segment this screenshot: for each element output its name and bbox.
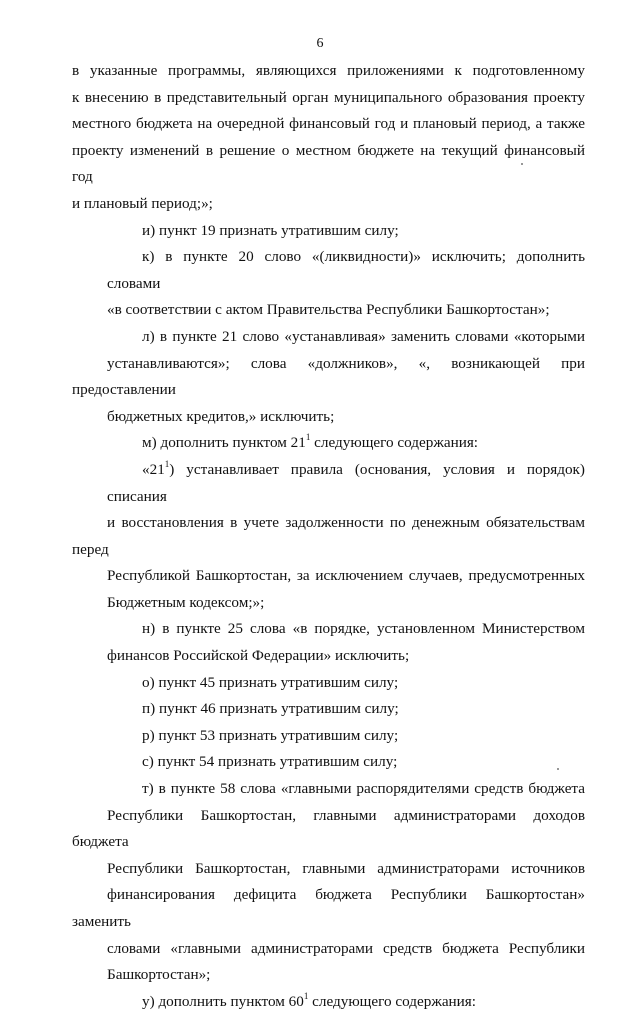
text-line: о) пункт 45 признать утратившим силу; [142, 673, 399, 691]
text-line: местного бюджета на очередной финансовый год и плановый период, а также [72, 115, 585, 133]
text-line: р) пункт 53 признать утратившим силу; [142, 726, 399, 744]
text-line: и плановый период;»; [72, 194, 213, 212]
text-line: Республикой Башкортостан, за исключением случаев, предусмотренных [107, 567, 585, 585]
text-line: и) пункт 19 признать утратившим силу; [142, 221, 399, 239]
scan-speck [557, 768, 559, 770]
paragraph-item-n [72, 616, 585, 669]
paragraph-item-p [72, 696, 585, 723]
paragraph-item-t [72, 776, 585, 989]
text-line: бюджетных кредитов,» исключить; [107, 407, 335, 425]
superscript: 1 [305, 432, 311, 443]
paragraph-item-m [72, 430, 585, 457]
text-line: с) пункт 54 признать утратившим силу; [142, 753, 398, 771]
page-number: 6 [316, 36, 324, 51]
text-fragment: следующего содержания: [308, 992, 477, 1010]
text-line: словами «главными администраторами средств бюджета Республики [107, 939, 585, 957]
text-line: и восстановления в учете задолженности по денежным обязательствам перед [72, 514, 585, 558]
text-line: Бюджетным кодексом;»; [107, 593, 265, 611]
superscript: 1 [164, 458, 170, 469]
paragraph-item-l [72, 324, 585, 430]
text-line [72, 430, 585, 457]
text-line: п) пункт 46 признать утратившим силу; [142, 700, 399, 718]
paragraph-intro [72, 58, 585, 218]
text-line: Республики Башкортостан, главными администраторами доходов бюджета [72, 806, 585, 851]
text-line: в указанные программы, являющихся приложениями к подготовленному [72, 62, 585, 79]
paragraph-item-r [72, 723, 585, 750]
text-line: проекту изменений в решение о местном бюджете на текущий финансовый год [72, 141, 585, 186]
text-line: к внесению в представительный орган муниципального образования проекту [72, 88, 585, 106]
text-line: к) в пункте 20 слово «(ликвидности)» исключить; дополнить словами [107, 248, 585, 292]
text-line: т) в пункте 58 слова «главными распорядителями средств бюджета [142, 780, 585, 798]
text-line: н) в пункте 25 слова «в порядке, установленном Министерством [142, 620, 585, 638]
paragraph-item-i [72, 218, 585, 245]
text-fragment: «21 [142, 460, 165, 478]
text-line: финансов Российской Федерации» исключить; [107, 647, 410, 665]
text-line [72, 457, 585, 510]
paragraph-item-s [72, 749, 585, 776]
paragraph-item-u [72, 989, 585, 1015]
paragraph-item-o [72, 670, 585, 697]
superscript: 1 [303, 990, 309, 1001]
text-fragment: м) дополнить пунктом 21 [142, 434, 306, 452]
text-line: «в соответствии с актом Правительства Республики Башкортостан»; [107, 301, 550, 319]
text-line: устанавливаются»; слова «должников», «, возникающей при предоставлении [72, 354, 585, 399]
text-line: Республики Башкортостан, главными администраторами источников [107, 859, 585, 877]
text-line: Башкортостан»; [107, 966, 211, 984]
text-line: л) в пункте 21 слово «устанавливая» заменить словами «которыми [142, 327, 585, 345]
text-fragment: следующего содержания: [310, 434, 479, 452]
paragraph-item-k [72, 244, 585, 324]
document-body [72, 58, 585, 1015]
scan-speck [521, 163, 523, 165]
text-fragment: у) дополнить пунктом 60 [142, 992, 304, 1010]
paragraph-quote-21-1 [72, 457, 585, 617]
text-line [72, 989, 585, 1015]
text-line: финансирования дефицита бюджета Республики Башкортостан» заменить [72, 886, 585, 930]
text-fragment: ) устанавливает правила (основания, условия и порядок) списания [107, 460, 585, 505]
